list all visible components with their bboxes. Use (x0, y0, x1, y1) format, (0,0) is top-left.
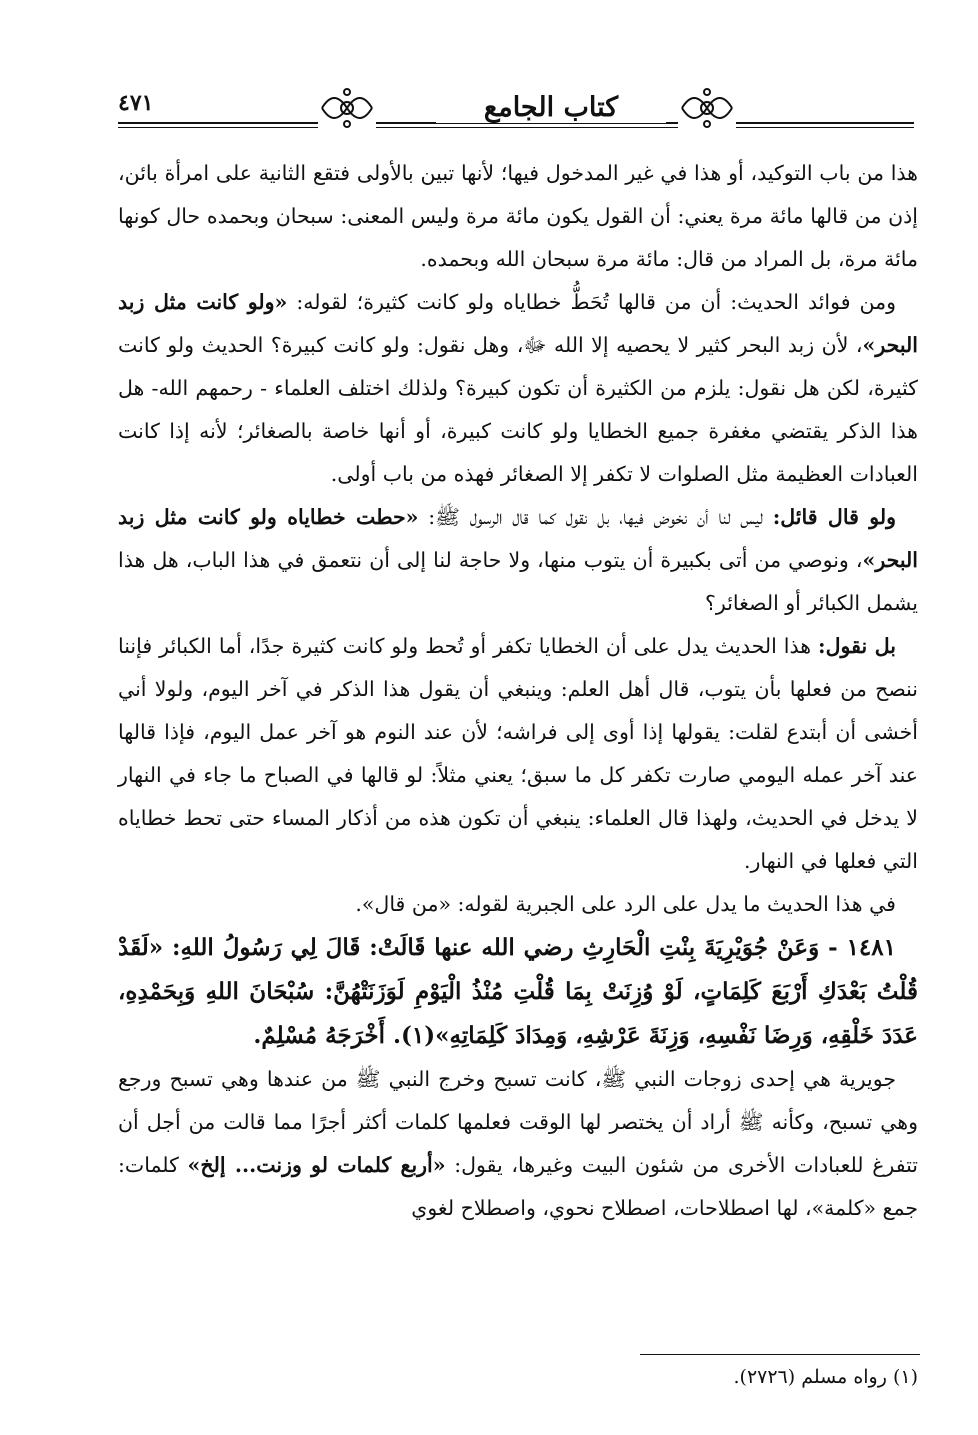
paragraph-3-mid: ليس لنا أن نخوض فيها، بل نقول كما قال الرسول ﷺ: (418, 505, 773, 529)
header-rule-thin (118, 127, 914, 128)
page-number: ٤٧١ (118, 90, 154, 116)
paragraph-2-quote: «ولو كانت مثل زبد البحر» (118, 290, 918, 357)
paragraph-4-rest: هذا الحديث يدل على أن الخطايا تكفر أو تُحط ولو كانت كثيرة جدًا، أما الكبائر فإننا ننصح من فعلها بأن يتوب، قال أهل العلم: وينبغي أن يقول هذا الذكر في آخر اليوم، ولولا أني أخشى أن أبتدع لقلت: يقولها إذا أوى إلى فراشه؛ لأن عند النوم هو آخر عمل اليوم، فإذا قالها عند آخر عمله اليومي صارت تكفر كل ما سبق؛ يعني مثلاً: لو قالها في الصباح ما جاء في النهار لا يدخل في الحديث، ولهذا قال العلماء: ينبغي أن تكون هذه من أذكار المساء حتى تحط خطاياه التي فعلها في النهار. (118, 634, 918, 873)
footnote-separator (640, 1354, 920, 1355)
paragraph-3-quote: «حطت خطاياه ولو كانت مثل زبد البحر» (118, 505, 918, 572)
paragraph-3-rest: ، ونوصي من أتى بكبيرة أن يتوب منها، ولا حاجة لنا إلى أن نتعمق في هذا الباب، هل هذا يشمل الكبائر أو الصغائر؟ (118, 548, 918, 615)
paragraph-6 (118, 1058, 918, 1230)
paragraph-2-start: ومن فوائد الحديث: أن من قالها تُحَطُّ خطاياه ولو كانت كثيرة؛ لقوله: (287, 290, 897, 314)
paragraph-4-lead: بل نقول: (818, 634, 896, 658)
paragraph-1: هذا من باب التوكيد، أو هذا في غير المدخول فيها؛ لأنها تبين بالأولى فتقع الثانية على امرأة بائن، إذن من قالها مائة مرة يعني: أن القول يكون مائة مرة وليس المعنى: سبحان وبحمده حال كونها مائة مرة، بل المراد من قال: مائة مرة سبحان الله وبحمده. (118, 161, 918, 271)
paragraph-5: في هذا الحديث ما يدل على الرد على الجبرية لقوله: «من قال». (355, 892, 896, 916)
hadith-text: ١٤٨١ - وَعَنْ جُوَيْرِيَةَ بِنْتِ الْحَارِثِ رضي الله عنها قَالَتْ: قَالَ لِي رَسُولُ اللهِ: «لَقَدْ قُلْتُ بَعْدَكِ أَرْبَعَ كَلِمَاتٍ، لَوْ وُزِنَتْ بِمَا قُلْتِ مُنْذُ الْيَوْمِ لَوَزَنَتْهُنَّ: سُبْحَانَ اللهِ وَبِحَمْدِهِ، عَدَدَ خَلْقِهِ، وَرِضَا نَفْسِهِ، وَزِنَةَ عَرْشِهِ، وَمِدَادَ كَلِمَاتِهِ»(١). أَخْرَجَهُ مُسْلِمٌ. (118, 934, 918, 1049)
paragraph-2 (118, 281, 918, 496)
paragraph-4 (118, 625, 918, 883)
paragraph-6-rest: كلمات: جمع «كلمة»، لها اصطلاحات، اصطلاح نحوي، واصطلاح لغوي (118, 1153, 918, 1220)
ornament-left-icon (318, 84, 376, 132)
footnote: (١) رواه مسلم (٢٧٢٦). (733, 1366, 918, 1388)
page-body (118, 152, 918, 1230)
ornament-right-icon (678, 84, 736, 132)
paragraph-6-start: جويرية هي إحدى زوجات النبي ﷺ، كانت تسبح وخرج النبي ﷺ من عندها وهي تسبح ورجع وهي تسبح، وكأنه ﷺ أراد أن يختصر لها الوقت فعلمها كلمات أكثر أجرًا مما قالت من أجل أن تتفرغ للعبادات الأخرى من شئون البيت وغيرها، يقول: (118, 1067, 919, 1177)
paragraph-3-lead: ولو قال قائل: (772, 505, 897, 529)
paragraph-2-rest: ، لأن زبد البحر كثير لا يحصيه إلا الله ﷻ، وهل نقول: ولو كانت كبيرة؟ الحديث ولو كانت كثيرة، لكن هل نقول: يلزم من الكثيرة أن تكون كبيرة؟ ولذلك اختلف العلماء - رحمهم الله- هل هذا الذكر يقتضي مغفرة جميع الخطايا ولو كانت كبيرة، أو أنها خاصة بالصغائر؛ لأنه إذا كانت العبادات العظيمة مثل الصلوات لا تكفر إلا الصغائر فهذه من باب أولى. (118, 333, 918, 486)
page-header (118, 82, 914, 144)
page-title: كتاب الجامع (436, 92, 666, 123)
paragraph-6-quote: «أربع كلمات لو وزنت... إلخ» (187, 1153, 446, 1177)
paragraph-3 (118, 496, 918, 625)
